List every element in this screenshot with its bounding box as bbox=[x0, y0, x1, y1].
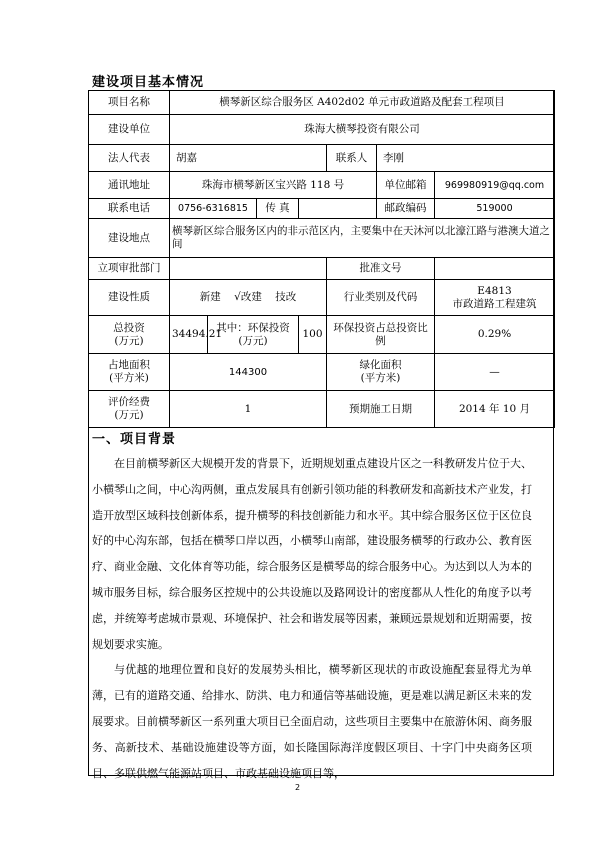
table-row bbox=[89, 280, 555, 316]
address-label: 通讯地址 bbox=[89, 172, 170, 199]
area-value: 144300 bbox=[170, 354, 327, 391]
postcode-value: 519000 bbox=[435, 199, 555, 219]
industry-value bbox=[435, 280, 555, 316]
total-invest-label: 总投资 (万元) bbox=[89, 316, 170, 354]
table-row bbox=[89, 219, 555, 258]
green-value: — bbox=[435, 354, 555, 391]
table-row bbox=[89, 354, 555, 391]
total-invest-value: 34494.21 bbox=[170, 316, 208, 354]
location-label: 建设地点 bbox=[89, 219, 170, 258]
env-ratio-label: 环保投资占总投资比例 bbox=[327, 316, 435, 354]
industry-label: 行业类别及代码 bbox=[327, 280, 435, 316]
fax-label: 传 真 bbox=[257, 199, 299, 219]
table-row bbox=[89, 145, 555, 172]
basic-info-table bbox=[88, 90, 555, 428]
env-invest-value: 100 bbox=[299, 316, 327, 354]
page-number: 2 bbox=[294, 783, 301, 792]
nature-value bbox=[170, 280, 327, 316]
unit-value: 珠海大横琴投资有限公司 bbox=[170, 115, 555, 145]
table-row bbox=[89, 91, 555, 115]
approval-doc-label: 批准文号 bbox=[327, 258, 435, 280]
table-row bbox=[89, 391, 555, 428]
approval-dept-value bbox=[170, 258, 327, 280]
green-label: 绿化面积 (平方米) bbox=[327, 354, 435, 391]
project-name-label: 项目名称 bbox=[89, 91, 170, 115]
fax-value bbox=[299, 199, 377, 219]
eval-fee-value: 1 bbox=[170, 391, 327, 428]
env-invest-label: 其中：环保投资(万元) bbox=[208, 316, 299, 354]
address-value: 珠海市横琴新区宝兴路 118 号 bbox=[170, 172, 377, 199]
industry-name: 市政道路工程建筑 bbox=[452, 297, 537, 310]
table-row bbox=[89, 172, 555, 199]
nature-label: 建设性质 bbox=[89, 280, 170, 316]
legal-rep-value: 胡嘉 bbox=[170, 145, 327, 172]
table-row bbox=[89, 199, 555, 219]
approval-dept-label: 立项审批部门 bbox=[89, 258, 170, 280]
table-row bbox=[89, 316, 555, 354]
body-text bbox=[92, 451, 532, 786]
postcode-label: 邮政编码 bbox=[377, 199, 435, 219]
approval-doc-value bbox=[435, 258, 555, 280]
phone-value: 0756-6316815 bbox=[170, 199, 257, 219]
phone-label: 联系电话 bbox=[89, 199, 170, 219]
area-label: 占地面积 (平方米) bbox=[89, 354, 170, 391]
paragraph: 与优越的地理位置和良好的发展势头相比，横琴新区现状的市政设施配套显得尤为单薄，已有的道路交通、给排水、防洪、电力和通信等基础设施，更是难以满足新区未来的发展要求。目前横琴新区一系列重大项目已全面启动，这些项目主要集中在旅游休闲、商务服务、高新技术、基础设施建设等方面，如长隆国际海洋度假区项目、十字门中央商务区项目、多联供燃气能源站项目、市政基础设施项目等， bbox=[92, 663, 532, 780]
table-row bbox=[89, 258, 555, 280]
contact-label: 联系人 bbox=[327, 145, 377, 172]
table-row bbox=[89, 115, 555, 145]
project-name-value: 横琴新区综合服务区 A402d02 单元市政道路及配套工程项目 bbox=[170, 91, 555, 115]
env-ratio-value: 0.29% bbox=[435, 316, 555, 354]
nature-rebuild: √改建 bbox=[234, 291, 262, 303]
email-label: 单位邮箱 bbox=[377, 172, 435, 199]
start-date-label: 预期施工日期 bbox=[327, 391, 435, 428]
start-date-value: 2014 年 10 月 bbox=[435, 391, 555, 428]
paragraph: 在目前横琴新区大规模开发的背景下，近期规划重点建设片区之一科教研发片位于大、小横琴山之间，中心沟两侧，重点发展具有创新引领功能的科教研发和高新技术产业发，打造开放型区域科技创新体系，提升横琴的科技创新能力和水平。其中综合服务区位于区位良好的中心沟东部，包括在横琴口岸以西，小横琴山南部，建设服务横琴的行政办公、教育医疗、商业金融、文化体育等功能，综合服务区是横琴岛的综合服务中心。为达到以人为本的城市服务目标，综合服务区控规中的公共设施以及路网设计的密度都从人性化的角度予以考虑，并统筹考虑城市景观、环境保护、社会和谐发展等因素，兼顾远景规划和近期需要，按规划要求实施。 bbox=[92, 457, 532, 651]
nature-new: 新建 bbox=[199, 291, 221, 303]
contact-value: 李刚 bbox=[377, 145, 555, 172]
section-heading: 一、项目背景 bbox=[92, 432, 177, 447]
nature-tech: 技改 bbox=[275, 291, 297, 303]
industry-code: E4813 bbox=[477, 284, 512, 297]
unit-label: 建设单位 bbox=[89, 115, 170, 145]
location-value: 横琴新区综合服务区内的非示范区内，主要集中在天沐河以北濠江路与港澳大道之间 bbox=[170, 219, 555, 258]
page-title: 建设项目基本情况 bbox=[92, 75, 205, 90]
email-value: 969980919@qq.com bbox=[435, 172, 555, 199]
eval-fee-label: 评价经费 (万元) bbox=[89, 391, 170, 428]
legal-rep-label: 法人代表 bbox=[89, 145, 170, 172]
